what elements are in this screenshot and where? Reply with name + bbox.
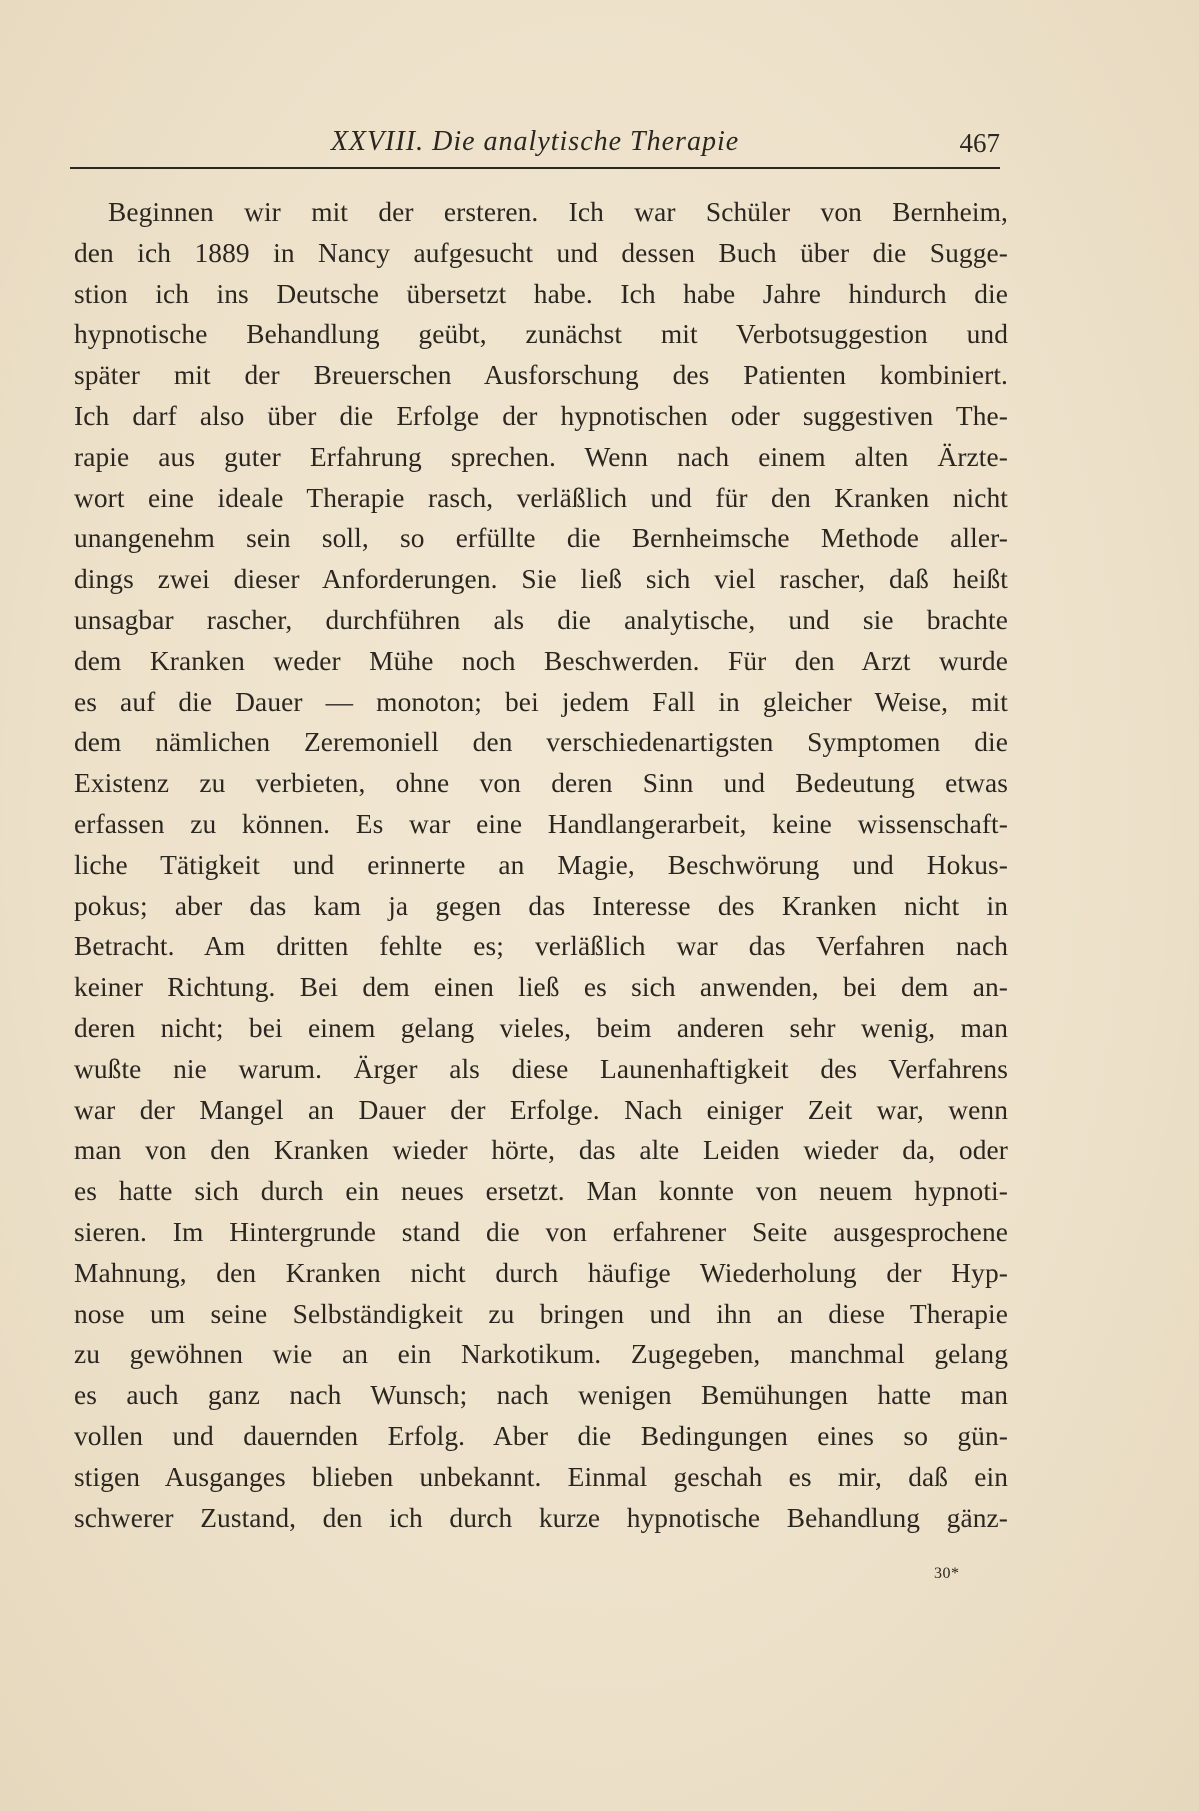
printer-signature-mark: 30*	[934, 1565, 960, 1582]
text-line: stion ich ins Deutsche übersetzt habe. Ich habe Jahre hindurch die	[74, 278, 1008, 309]
text-line: dem Kranken weder Mühe noch Beschwerden. Für den Arzt wurde	[74, 645, 1008, 676]
text-line: es hatte sich durch ein neues ersetzt. Man konnte von neuem hypnoti-	[74, 1176, 1008, 1207]
text-line: stigen Ausganges blieben unbekannt. Einmal geschah es mir, daß ein	[74, 1461, 1008, 1492]
text-line: pokus; aber das kam ja gegen das Interesse des Kranken nicht in	[74, 890, 1008, 921]
text-line: liche Tätigkeit und erinnerte an Magie, Beschwörung und Hokus-	[74, 849, 1008, 880]
text-line: erfassen zu können. Es war eine Handlangerarbeit, keine wissenschaft-	[74, 808, 1008, 839]
text-line: deren nicht; bei einem gelang vieles, beim anderen sehr wenig, man	[74, 1012, 1008, 1043]
text-line: wußte nie warum. Ärger als diese Launenhaftigkeit des Verfahrens	[74, 1053, 1008, 1084]
text-line: wort eine ideale Therapie rasch, verläßlich und für den Kranken nicht	[74, 482, 1008, 513]
text-line: es auch ganz nach Wunsch; nach wenigen Bemühungen hatte man	[74, 1380, 1008, 1411]
text-line: unsagbar rascher, durchführen als die analytische, und sie brachte	[74, 604, 1008, 635]
text-line: vollen und dauernden Erfolg. Aber die Bedingungen eines so gün-	[74, 1420, 1008, 1451]
text-line: rapie aus guter Erfahrung sprechen. Wenn nach einem alten Ärzte-	[74, 441, 1008, 472]
text-line: Beginnen wir mit der ersteren. Ich war Schüler von Bernheim,	[108, 197, 1008, 227]
text-line: Betracht. Am dritten fehlte es; verläßlich war das Verfahren nach	[74, 931, 1008, 962]
text-line: später mit der Breuerschen Ausforschung des Patienten kombiniert.	[74, 360, 1008, 391]
text-line: hypnotische Behandlung geübt, zunächst mit Verbotsuggestion und	[74, 319, 1008, 350]
text-line: Ich darf also über die Erfolge der hypnotischen oder suggestiven The-	[74, 400, 1008, 431]
text-line: den ich 1889 in Nancy aufgesucht und dessen Buch über die Sugge-	[74, 237, 1008, 268]
text-line: es auf die Dauer — monoton; bei jedem Fall in gleicher Weise, mit	[74, 686, 1008, 717]
page-header	[70, 122, 1000, 162]
text-line: nose um seine Selbständigkeit zu bringen und ihn an diese Therapie	[74, 1298, 1008, 1329]
text-line: war der Mangel an Dauer der Erfolge. Nach einiger Zeit war, wenn	[74, 1094, 1008, 1125]
body-text	[74, 192, 1008, 1538]
text-line: dings zwei dieser Anforderungen. Sie ließ sich viel rascher, daß heißt	[74, 564, 1008, 595]
text-line: unangenehm sein soll, so erfüllte die Bernheimsche Methode aller-	[74, 523, 1008, 554]
header-rule	[70, 167, 1000, 169]
text-line: schwerer Zustand, den ich durch kurze hypnotische Behandlung gänz-	[74, 1502, 1008, 1533]
text-line: man von den Kranken wieder hörte, das alte Leiden wieder da, oder	[74, 1135, 1008, 1166]
text-line: sieren. Im Hintergrunde stand die von erfahrener Seite ausgesprochene	[74, 1216, 1008, 1247]
text-line: keiner Richtung. Bei dem einen ließ es sich anwenden, bei dem an-	[74, 972, 1008, 1003]
text-line: Mahnung, den Kranken nicht durch häufige Wiederholung der Hyp-	[74, 1257, 1008, 1288]
text-line: zu gewöhnen wie an ein Narkotikum. Zugegeben, manchmal gelang	[74, 1339, 1008, 1370]
running-title: XXVIII. Die analytische Therapie	[330, 126, 740, 157]
text-line: Existenz zu verbieten, ohne von deren Sinn und Bedeutung etwas	[74, 768, 1008, 799]
page-number: 467	[959, 128, 1000, 158]
text-line: dem nämlichen Zeremoniell den verschiedenartigsten Symptomen die	[74, 727, 1008, 758]
